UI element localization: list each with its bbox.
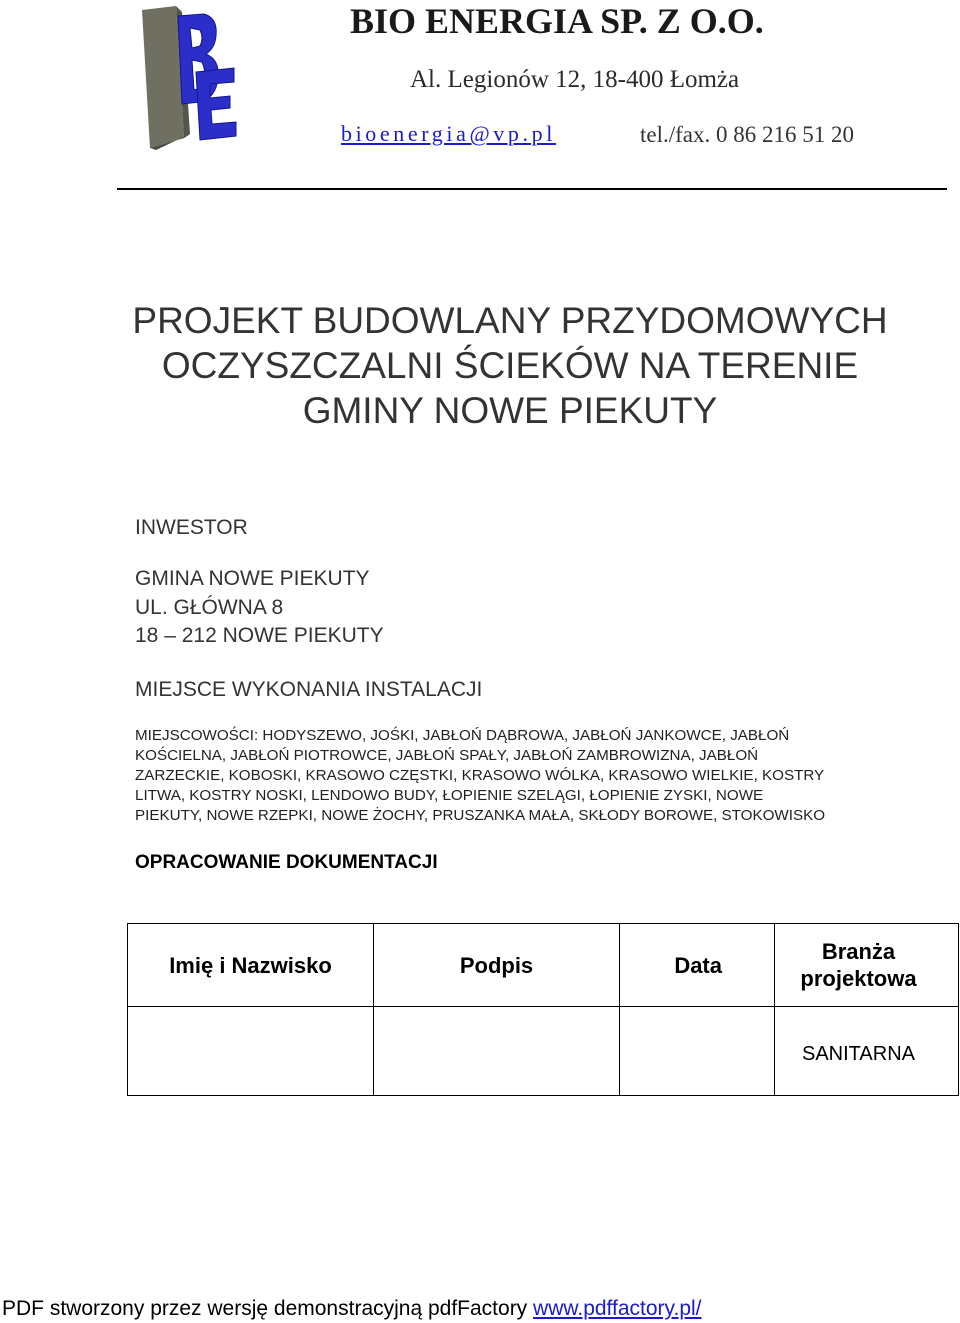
- site-label: MIEJSCE WYKONANIA INSTALACJI: [135, 678, 483, 701]
- cell-date: [620, 1007, 775, 1096]
- villages-line: MIEJSCOWOŚCI: HODYSZEWO, JOŚKI, JABŁOŃ DĄBROWA, JABŁOŃ JANKOWCE, JABŁOŃ: [135, 727, 790, 744]
- company-address: Al. Legionów 12, 18-400 Łomża: [410, 66, 740, 93]
- title-line-1: PROJEKT BUDOWLANY PRZYDOMOWYCH: [132, 300, 888, 341]
- footer-link[interactable]: www.pdffactory.pl/: [533, 1297, 702, 1320]
- header-name: Imię i Nazwisko: [128, 924, 374, 1007]
- villages-line: ZARZECKIE, KOBOSKI, KRASOWO CZĘSTKI, KRASOWO WÓLKA, KRASOWO WIELKIE, KOSTRY: [135, 767, 825, 784]
- company-phone: tel./fax. 0 86 216 51 20: [640, 122, 854, 147]
- villages-line: PIEKUTY, NOWE RZEPKI, NOWE ŻOCHY, PRUSZANKA MAŁA, SKŁODY BOROWE, STOKOWISKO: [135, 807, 826, 824]
- cell-signature: [374, 1007, 620, 1096]
- table-row: [128, 1007, 959, 1096]
- header-discipline: Branża projektowa: [775, 924, 959, 1007]
- villages-list: [135, 726, 935, 826]
- villages-line: LITWA, KOSTRY NOSKI, LENDOWO BUDY, ŁOPIENIE SZELĄGI, ŁOPIENIE ZYSKI, NOWE: [135, 787, 764, 804]
- investor-name: GMINA NOWE PIEKUTY: [135, 567, 370, 590]
- title-line-3: GMINY NOWE PIEKUTY: [302, 390, 718, 431]
- footer-text: PDF stworzony przez wersję demonstracyjną pdfFactory: [2, 1297, 528, 1320]
- signature-table: [127, 923, 959, 1096]
- cell-name: [128, 1007, 374, 1096]
- title-line-2: OCZYSZCZALNI ŚCIEKÓW NA TERENIE: [161, 345, 859, 386]
- documentation-heading: OPRACOWANIE DOKUMENTACJI: [135, 852, 438, 873]
- logo-text: BE: [188, 77, 190, 78]
- header-divider: [117, 188, 947, 190]
- investor-city: 18 – 212 NOWE PIEKUTY: [135, 624, 384, 647]
- company-logo: [138, 2, 238, 152]
- header-date: Data: [620, 924, 775, 1007]
- table-header-row: [128, 924, 959, 1007]
- company-name: BIO ENERGIA SP. Z O.O.: [350, 1, 764, 41]
- cell-discipline: SANITARNA: [775, 1007, 959, 1096]
- company-email-link[interactable]: bioenergia@vp.pl: [341, 121, 556, 146]
- investor-label: INWESTOR: [135, 516, 248, 539]
- header-signature: Podpis: [374, 924, 620, 1007]
- villages-line: KOŚCIELNA, JABŁOŃ PIOTROWCE, JABŁOŃ SPAŁY, JABŁOŃ ZAMBROWIZNA, JABŁOŃ: [135, 747, 759, 764]
- investor-street: UL. GŁÓWNA 8: [135, 596, 284, 619]
- project-title: [100, 298, 920, 433]
- pdf-footer: [2, 1297, 702, 1321]
